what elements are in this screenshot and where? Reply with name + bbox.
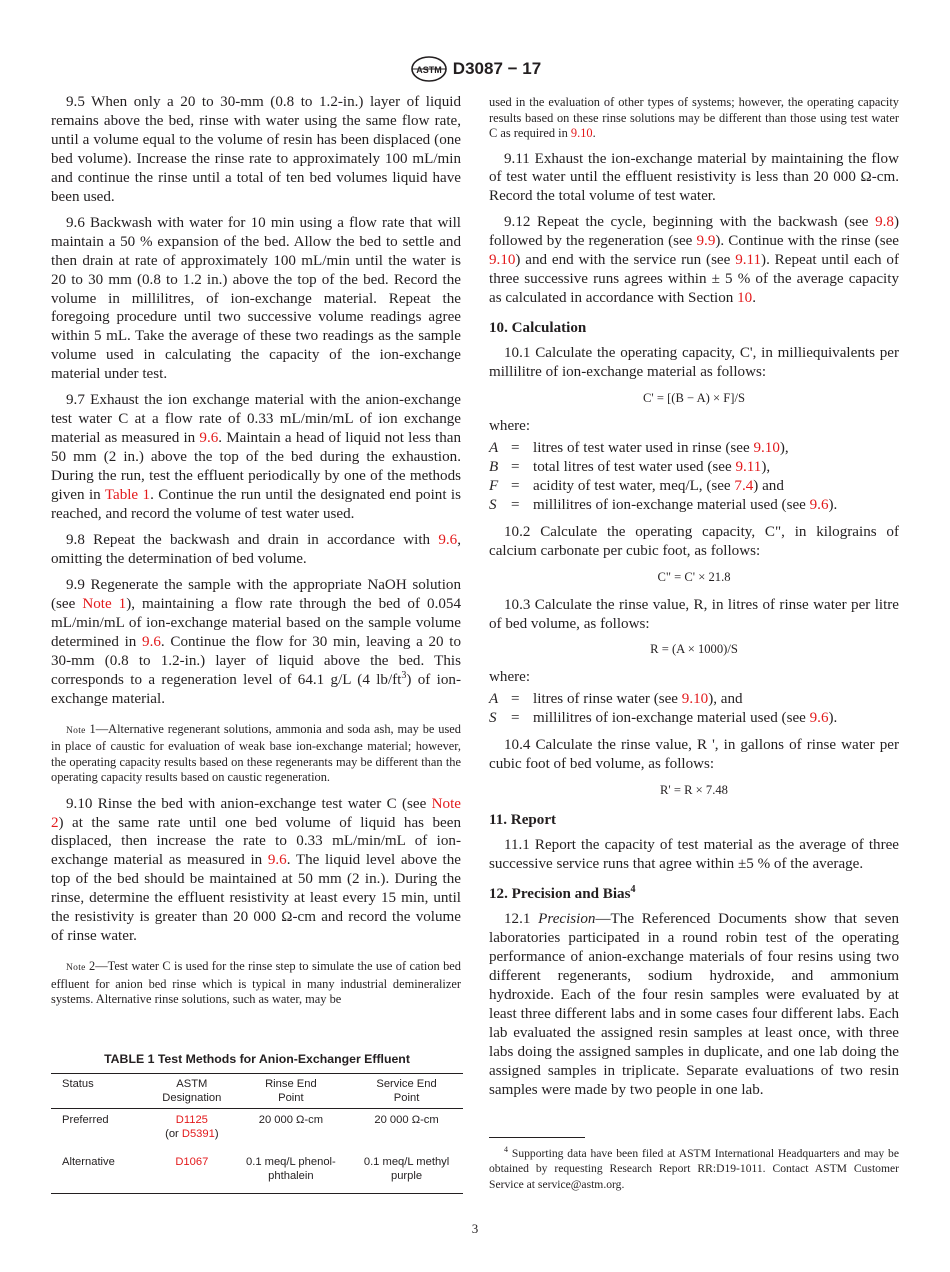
header-astm-designation — [152, 1074, 232, 1109]
note-2: Note 2—Test water C is used for the rinse step to simulate the use of cation bed effluent for anion bed rinse which is typical in many industrial demineralizer systems. Alternative rinse solutions, such as water, may be — [51, 959, 461, 1007]
page-header — [0, 56, 950, 82]
header-astm-text: ASTM Designation — [162, 1078, 222, 1104]
table-title: TABLE 1 Test Methods for Anion-Exchanger Effluent — [104, 1052, 410, 1066]
ref-link-9-6[interactable]: 9.6 — [809, 496, 829, 513]
cell-status: Preferred — [62, 1114, 109, 1126]
cell-rinse: 20 000 Ω-cm — [258, 1114, 324, 1126]
paragraph-9-5: 9.5 When only a 20 to 30-mm (0.8 to 1.2-in.) layer of liquid remains above the bed, rinse with water using the same flow rate, until a volume equal to the volume of resin has been displaced (one bed volume). Increase the rinse rate to approximately 100 mL/min and continue the rinse until a total of ten bed volumes liquid have been used. — [51, 94, 461, 205]
ref-link-section-10[interactable]: 10 — [737, 290, 753, 307]
formula-operating-capacity: C' = [(B − A) × F]/S — [643, 390, 745, 405]
where-label: where: — [489, 417, 531, 434]
section-heading-calculation: 10. Calculation — [489, 320, 587, 337]
section-heading-report: 11. Report — [489, 812, 557, 829]
note-1: Note 1—Alternative regenerant solutions, ammonia and soda ash, may be used in place of caustic for evaluation of weak base ion-exchange material; however, the operating capacity results based on these regenerants may be different than the operating capacity results based on caustic regeneration. — [51, 721, 461, 785]
cell-service: 20 000 Ω-cm — [374, 1114, 439, 1126]
definition-item: F = acidity of test water, meq/L, (see 7.4) and — [489, 477, 784, 494]
ref-link-9-10[interactable]: 9.10 — [570, 126, 593, 140]
cell-status: Alternative — [62, 1156, 115, 1168]
ref-link-9-6[interactable]: 9.6 — [809, 710, 829, 727]
test-methods-table — [51, 1073, 463, 1194]
cell-rinse: 0.1 meq/L phenol- phthalein — [245, 1156, 336, 1182]
ref-link-9-10[interactable]: 9.10 — [753, 439, 780, 456]
cell-astm: D1125 (or D5391) — [165, 1114, 219, 1140]
ref-link-note-2[interactable]: Note 2 — [51, 795, 461, 831]
ref-link-9-11[interactable]: 9.11 — [735, 458, 762, 475]
header-service-end-point — [350, 1074, 463, 1109]
definitions-list — [489, 439, 899, 515]
definition-item: A = litres of test water used in rinse (see 9.10), — [489, 439, 789, 456]
paragraph-9-11: 9.11 Exhaust the ion-exchange material by maintaining the flow of test water until the effluent resistivity is less than 20 000 Ω-cm. Record the total volume of test water. — [489, 150, 899, 205]
formula-rinse-value: R = (A × 1000)/S — [650, 642, 738, 657]
svg-text:ASTM: ASTM — [416, 65, 442, 75]
table-row — [51, 1151, 463, 1194]
ref-link-9-9[interactable]: 9.9 — [696, 233, 716, 250]
ref-link-9-6[interactable]: 9.6 — [267, 852, 287, 869]
header-service-text: Service End Point — [376, 1078, 437, 1104]
footnote-divider — [489, 1137, 585, 1138]
paragraph-9-9: 9.9 Regenerate the sample with the appropriate NaOH solution (see Note 1), maintaining a flow rate through the bed of 0.054 mL/min/mL of ion-exchange material based on the sample volume determined in 9.6. Continue the flow for 30 min, leaving a 20 to 30-mm (0.8 to 1.2-in.) layer of liquid above the bed. This corresponds to a regeneration level of 64.1 g/L (4 $lb/ft^3$) of ion-exchange material. — [51, 576, 461, 707]
ref-link-d1125[interactable]: D1125 — [175, 1114, 208, 1126]
cell-astm — [152, 1151, 232, 1194]
ref-link-table-1[interactable]: Table 1 — [104, 487, 151, 504]
ref-link-9-10[interactable]: 9.10 — [681, 691, 709, 708]
table-1 — [51, 1052, 463, 1194]
note-2-continued: used in the evaluation of other types of systems; however, the operating capacity results based on these rinse solutions may be different than those using test water C as required in 9.10. — [489, 95, 899, 140]
ref-link-9-6[interactable]: 9.6 — [199, 430, 219, 447]
formula-kilograins: C" = C' × 21.8 — [657, 569, 731, 584]
definition-item: B = total litres of test water used (see 9.11), — [489, 458, 771, 475]
header-status: Status — [62, 1078, 94, 1090]
ref-link-9-11[interactable]: 9.11 — [735, 252, 762, 269]
right-column — [489, 95, 899, 1106]
definitions-list — [489, 690, 899, 728]
ref-link-9-10[interactable]: 9.10 — [489, 252, 516, 269]
cell-service: 0.1 meq/L methyl purple — [363, 1156, 450, 1182]
document-id: D3087 − 17 — [452, 59, 542, 78]
header-rinse-end-point — [232, 1074, 350, 1109]
definition-item: S = millilitres of ion-exchange material used (see 9.6). — [489, 496, 838, 513]
ref-link-note-1[interactable]: Note 1 — [82, 595, 127, 612]
ref-link-9-6[interactable]: 9.6 — [142, 633, 161, 650]
definition-item: S = millilitres of ion-exchange material used (see 9.6). — [489, 710, 838, 727]
header-rinse-text: Rinse End Point — [265, 1078, 317, 1104]
paragraph-12-1: 12.1 Precision—The Referenced Documents show that seven laboratories participated in a round robin test of the operating performance of anion-exchange materials of four resins using two different regenerants, sodium hydroxide, and ammonium hydroxide. Each of the four resin samples were evaluated by at least three different labs and in some cases four different labs. Each lab evaluated the assigned resin samples at least once, with three labs doing the assigned samples in duplicate, and one lab doing the assigned samples in triplicate. Separate evaluations of two resin samples were made by two people in one lab. — [489, 910, 899, 1098]
paragraph-10-1: 10.1 Calculate the operating capacity, C', in milliequivalents per millilitre of ion-exchange material as follows: — [489, 345, 899, 381]
section-heading-precision-bias: 12. Precision and Bias$^4$ — [489, 883, 636, 902]
paragraph-9-12: 9.12 Repeat the cycle, beginning with the backwash (see 9.8) followed by the regeneration (see 9.9). Continue with the rinse (see 9.10) and end with the service run (see 9.11). Repeat until each of three successive runs agrees within ± 5 % of the average capacity as calculated in accordance with Section 10. — [489, 214, 900, 307]
ref-link-7-4[interactable]: 7.4 — [734, 477, 754, 494]
ref-link-d5391[interactable]: D5391 — [181, 1128, 215, 1140]
left-column — [51, 93, 461, 1017]
table-header-row — [51, 1074, 463, 1109]
table-row — [51, 1109, 463, 1152]
where-label: where: — [489, 669, 531, 686]
page-number: 3 — [471, 1221, 479, 1236]
paragraph-9-7: 9.7 Exhaust the ion exchange material with the anion-exchange test water C at a flow rate of 0.33 mL/min/mL of ion exchange material as measured in 9.6. Maintain a head of liquid not less than 50 mm (2 in.) above the top of the bed during the exhaustion. During the run, test the effluent periodically by one of the methods given in Table 1. Continue the run until the designated end point is reached, and record the volume of test water used. — [51, 392, 462, 523]
paragraph-9-10: 9.10 Rinse the bed with anion-exchange test water C (see Note 2) at the same rate until one bed volume of liquid has been displaced, then increase the rate to 0.33 mL/min/mL of ion-exchange material as measured in 9.6. The liquid level above the top of the bed should be maintained at 50 mm (2 in.). During the rinse, determine the effluent resistivity at least every 15 min, until the resistivity is greater than 20 000 Ω-cm and record the volume of rinse water. — [51, 795, 461, 945]
footnote-4: $^4$ Supporting data have been filed at ASTM International Headquarters and may be obtained by requesting Research Report RR:D19-1011. Contact ASTM Customer Service at service@astm.org. — [489, 1145, 899, 1191]
ref-link-9-6[interactable]: 9.6 — [438, 531, 458, 548]
definition-item: A = litres of rinse water (see 9.10), and — [489, 691, 743, 708]
paragraph-9-6: 9.6 Backwash with water for 10 min using a flow rate that will maintain a 50 % expansion of the bed. Allow the bed to settle and then drain at rate of approximately 100 mL/min until the water is 20 to 30 mm (0.8 to 1.2 in.) above the top of the bed. Record the volume in millilitres, of ion-exchange material. Repeat the foregoing procedure until two successive volume readings agree within 5 mL. Take the average of these two readings as the sample volume used in calculating the capacity of the ion-exchange material under test. — [51, 214, 461, 383]
paragraph-11-1: 11.1 Report the capacity of test material as the average of three successive service runs that agree within ±5 % of the average. — [489, 837, 899, 873]
paragraph-10-3: 10.3 Calculate the rinse value, R, in litres of rinse water per litre of bed volume, as follows: — [489, 596, 899, 632]
paragraph-10-2: 10.2 Calculate the operating capacity, C", in kilograins of calcium carbonate per cubic foot, as follows: — [489, 523, 899, 559]
paragraph-9-8: 9.8 Repeat the backwash and drain in accordance with 9.6, omitting the determination of bed volume. — [51, 531, 461, 567]
ref-link-9-8[interactable]: 9.8 — [875, 214, 894, 231]
ref-link-d1067[interactable]: D1067 — [175, 1156, 209, 1168]
paragraph-10-4: 10.4 Calculate the rinse value, R ', in gallons of rinse water per cubic foot of bed volume, as follows: — [489, 737, 899, 773]
astm-logo-icon — [409, 56, 449, 82]
formula-rinse-gallons: R' = R × 7.48 — [660, 783, 728, 798]
